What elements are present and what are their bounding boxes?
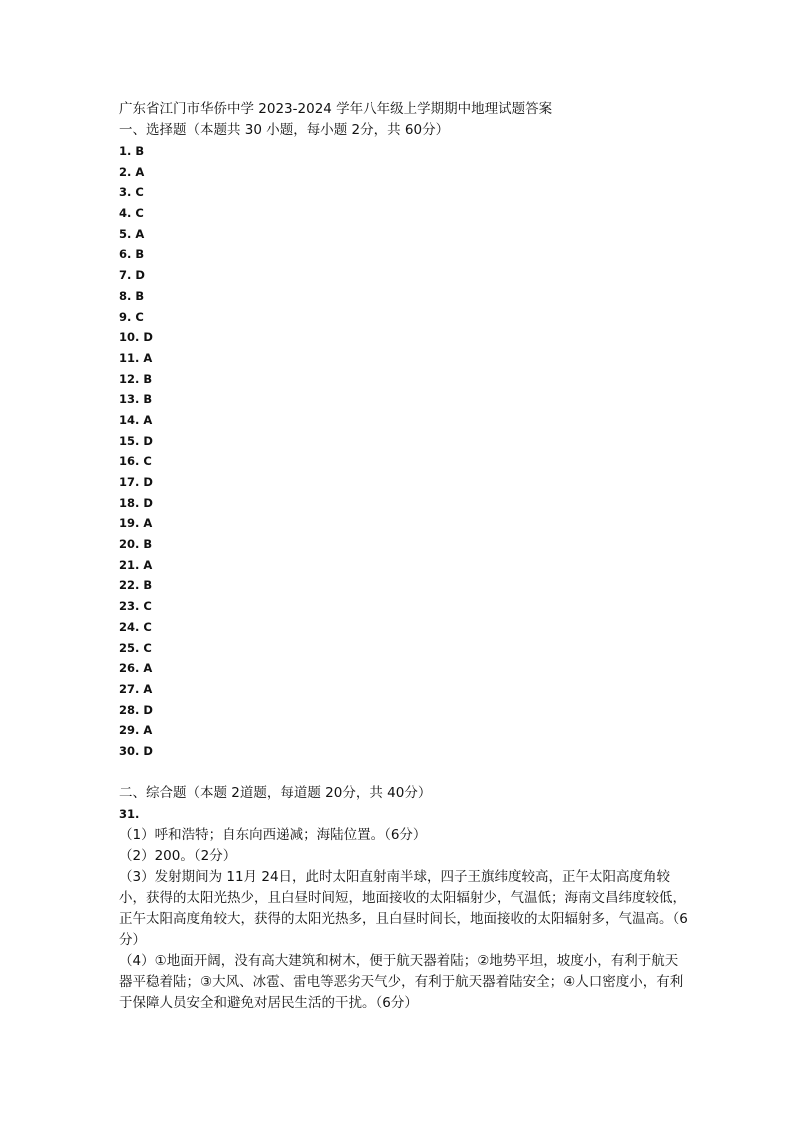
- answer-item: 3. C: [119, 185, 144, 200]
- answer-item: 5. A: [119, 226, 145, 241]
- answer-part-4: （4）①地面开阔，没有高大建筑和树木，便于航天器着陆；②地势平坦，坡度小，有利于航天器平稳着陆；③大风、冰雹、雷电等恶劣天气少，有利于航天器着陆安全；④人口密度小，有利于保障人员安全和避免对居民生活的干扰。（6分）: [119, 952, 684, 1011]
- answer-sheet: [119, 99, 689, 1014]
- answer-item: 23. C: [119, 599, 152, 614]
- answer-item: 17. D: [119, 475, 153, 489]
- answer-item: 18. D: [119, 495, 153, 510]
- answer-item: 10. D: [119, 330, 153, 345]
- answer-item: 19. A: [119, 516, 153, 531]
- answer-item: 29. A: [119, 723, 153, 738]
- section-2-heading: 二、综合题（本题 2道题，每道题 20分，共 40分）: [119, 784, 432, 801]
- answer-item: 21. A: [119, 557, 153, 572]
- document-title: 广东省江门市华侨中学 2023-2024 学年八年级上学期期中地理试题答案: [119, 101, 553, 117]
- multiple-choice-answers: [119, 141, 689, 762]
- answer-item: 28. D: [119, 702, 153, 717]
- answer-part-3: （3）发射期间为 11月 24日，此时太阳直射南半球，四子王旗纬度较高，正午太阳高度角较小，获得的太阳光热少，且白昼时间短，地面接收的太阳辐射少，气温低；海南文昌纬度较低，正午太阳高度角较大，获得的太阳光热多，且白昼时间长，地面接收的太阳辐射多，气温高。（6分）: [119, 868, 688, 948]
- answer-item: 24. C: [119, 619, 152, 634]
- answer-item: 1. B: [119, 144, 145, 158]
- answer-item: 12. B: [119, 371, 153, 386]
- answer-item: 4. C: [119, 206, 144, 221]
- answer-item: 25. C: [119, 640, 152, 655]
- answer-part-2: （2）200。（2分）: [119, 847, 237, 864]
- answer-item: 27. A: [119, 681, 153, 696]
- answer-item: 7. D: [119, 268, 145, 283]
- answer-item: 22. B: [119, 578, 153, 593]
- section-1-heading: 一、选择题（本题共 30 小题，每小题 2分，共 60分）: [119, 122, 450, 138]
- question-number: 31.: [119, 806, 140, 821]
- answer-item: 2. A: [119, 164, 145, 179]
- answer-item: 8. B: [119, 288, 145, 303]
- answer-item: 14. A: [119, 412, 153, 427]
- answer-item: 26. A: [119, 661, 153, 676]
- answer-item: 30. D: [119, 743, 153, 758]
- answer-item: 6. B: [119, 247, 145, 262]
- answer-item: 11. A: [119, 350, 153, 365]
- section-spacer: [119, 762, 689, 783]
- answer-item: 13. B: [119, 392, 153, 407]
- answer-item: 9. C: [119, 309, 144, 324]
- answer-item: 16. C: [119, 454, 152, 469]
- answer-item: 15. D: [119, 433, 153, 448]
- answer-part-1: （1）呼和浩特；自东向西递减；海陆位置。（6分）: [119, 826, 427, 843]
- answer-item: 20. B: [119, 537, 153, 552]
